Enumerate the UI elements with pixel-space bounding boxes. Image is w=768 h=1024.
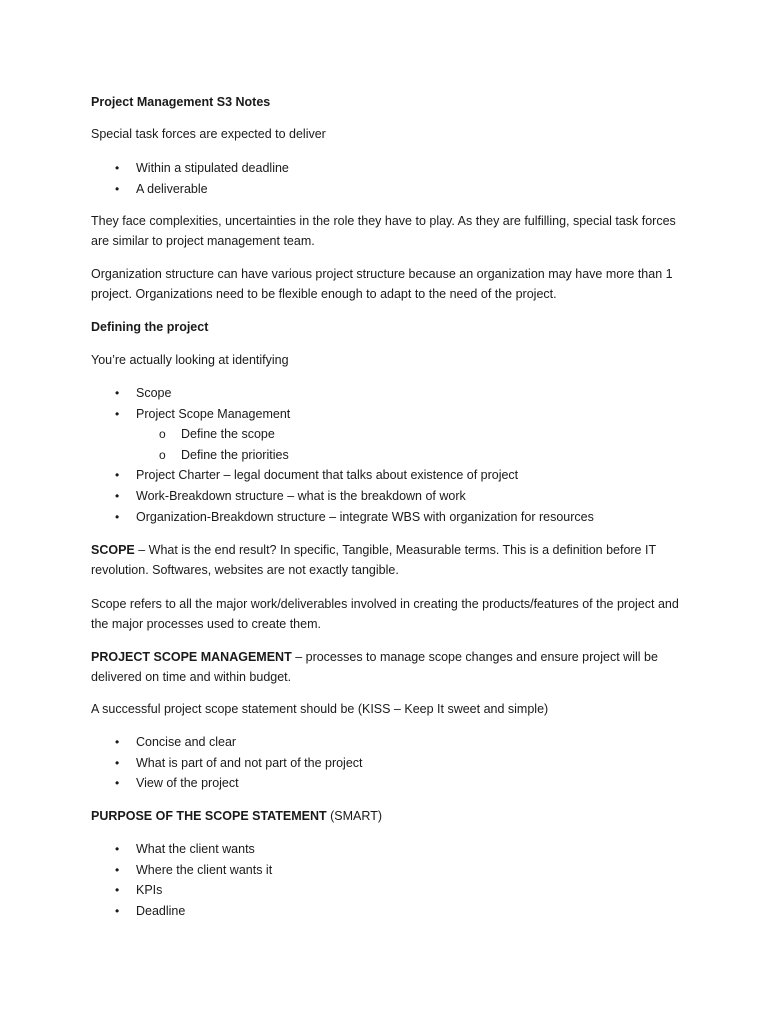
list-item: • Scope	[91, 383, 691, 404]
list-item: • What is part of and not part of the project	[91, 753, 691, 774]
paragraph-org-structure: Organization structure can have various project structure because an organization may have more than 1 project. Organizations need to be flexible enough to adapt to the need of the project.	[91, 267, 673, 301]
circle-bullet-icon: o	[159, 427, 166, 442]
paragraph-complexities: They face complexities, uncertainties in the role they have to play. As they are fulfilling, special task forces are similar to project management team.	[91, 214, 676, 248]
bullet-icon: •	[115, 509, 120, 524]
bullet-icon: •	[115, 755, 120, 770]
list-item: • View of the project	[91, 773, 691, 794]
bullet-icon: •	[115, 903, 120, 918]
bullet-icon: •	[115, 161, 120, 175]
paragraph-scope-refers: Scope refers to all the major work/deliverables involved in creating the products/features of the project and the major processes used to create them.	[91, 597, 679, 631]
list-item: • A deliverable	[91, 179, 691, 200]
bullet-icon: •	[115, 862, 120, 877]
bullet-icon: •	[115, 181, 120, 196]
list-item: • What the client wants	[91, 839, 691, 860]
list-item: • KPIs	[91, 880, 691, 901]
psm-term: PROJECT SCOPE MANAGEMENT	[91, 650, 292, 664]
list-item: • Concise and clear	[91, 732, 691, 753]
bullet-icon: •	[115, 776, 120, 791]
paragraph-kiss: A successful project scope statement should be (KISS – Keep It sweet and simple)	[91, 702, 549, 716]
bullet-icon: •	[115, 468, 120, 483]
sub-list-item: o Define the scope	[91, 424, 691, 445]
paragraph-task-forces: Special task forces are expected to deliver	[91, 127, 326, 141]
identifying-list	[91, 383, 691, 527]
list-item: • Project Scope Management	[91, 404, 691, 425]
list-item: • Deadline	[91, 901, 691, 922]
list-item: • Where the client wants it	[91, 860, 691, 881]
list-item: • Work-Breakdown structure – what is the breakdown of work	[91, 486, 691, 507]
circle-bullet-icon: o	[159, 447, 166, 462]
heading-purpose-scope: PURPOSE OF THE SCOPE STATEMENT (SMART)	[91, 809, 382, 823]
heading-defining-project: Defining the project	[91, 320, 209, 334]
scope-term: SCOPE	[91, 543, 135, 557]
list-item: • Organization-Breakdown structure – integrate WBS with organization for resources	[91, 507, 691, 528]
deliver-list	[91, 158, 691, 199]
document-title: Project Management S3 Notes	[91, 95, 271, 109]
smart-list	[91, 839, 691, 921]
bullet-icon: •	[115, 406, 120, 421]
list-item: • Within a stipulated deadline	[91, 158, 691, 179]
list-item: • Project Charter – legal document that talks about existence of project	[91, 465, 691, 486]
bullet-icon: •	[115, 842, 120, 856]
bullet-icon: •	[115, 883, 120, 898]
kiss-list	[91, 732, 691, 794]
bullet-icon: •	[115, 735, 120, 749]
paragraph-identifying: You’re actually looking at identifying	[91, 353, 289, 367]
purpose-term: PURPOSE OF THE SCOPE STATEMENT	[91, 809, 327, 823]
bullet-icon: •	[115, 488, 120, 503]
bullet-icon: •	[115, 386, 120, 400]
paragraph-psm-definition: PROJECT SCOPE MANAGEMENT – processes to manage scope changes and ensure project will be delivered on time and within budget.	[91, 650, 658, 684]
paragraph-scope-definition: SCOPE – What is the end result? In specific, Tangible, Measurable terms. This is a definition before IT revolution. Softwares, websites are not exactly tangible.	[91, 543, 656, 577]
sub-list-item: o Define the priorities	[91, 445, 691, 466]
